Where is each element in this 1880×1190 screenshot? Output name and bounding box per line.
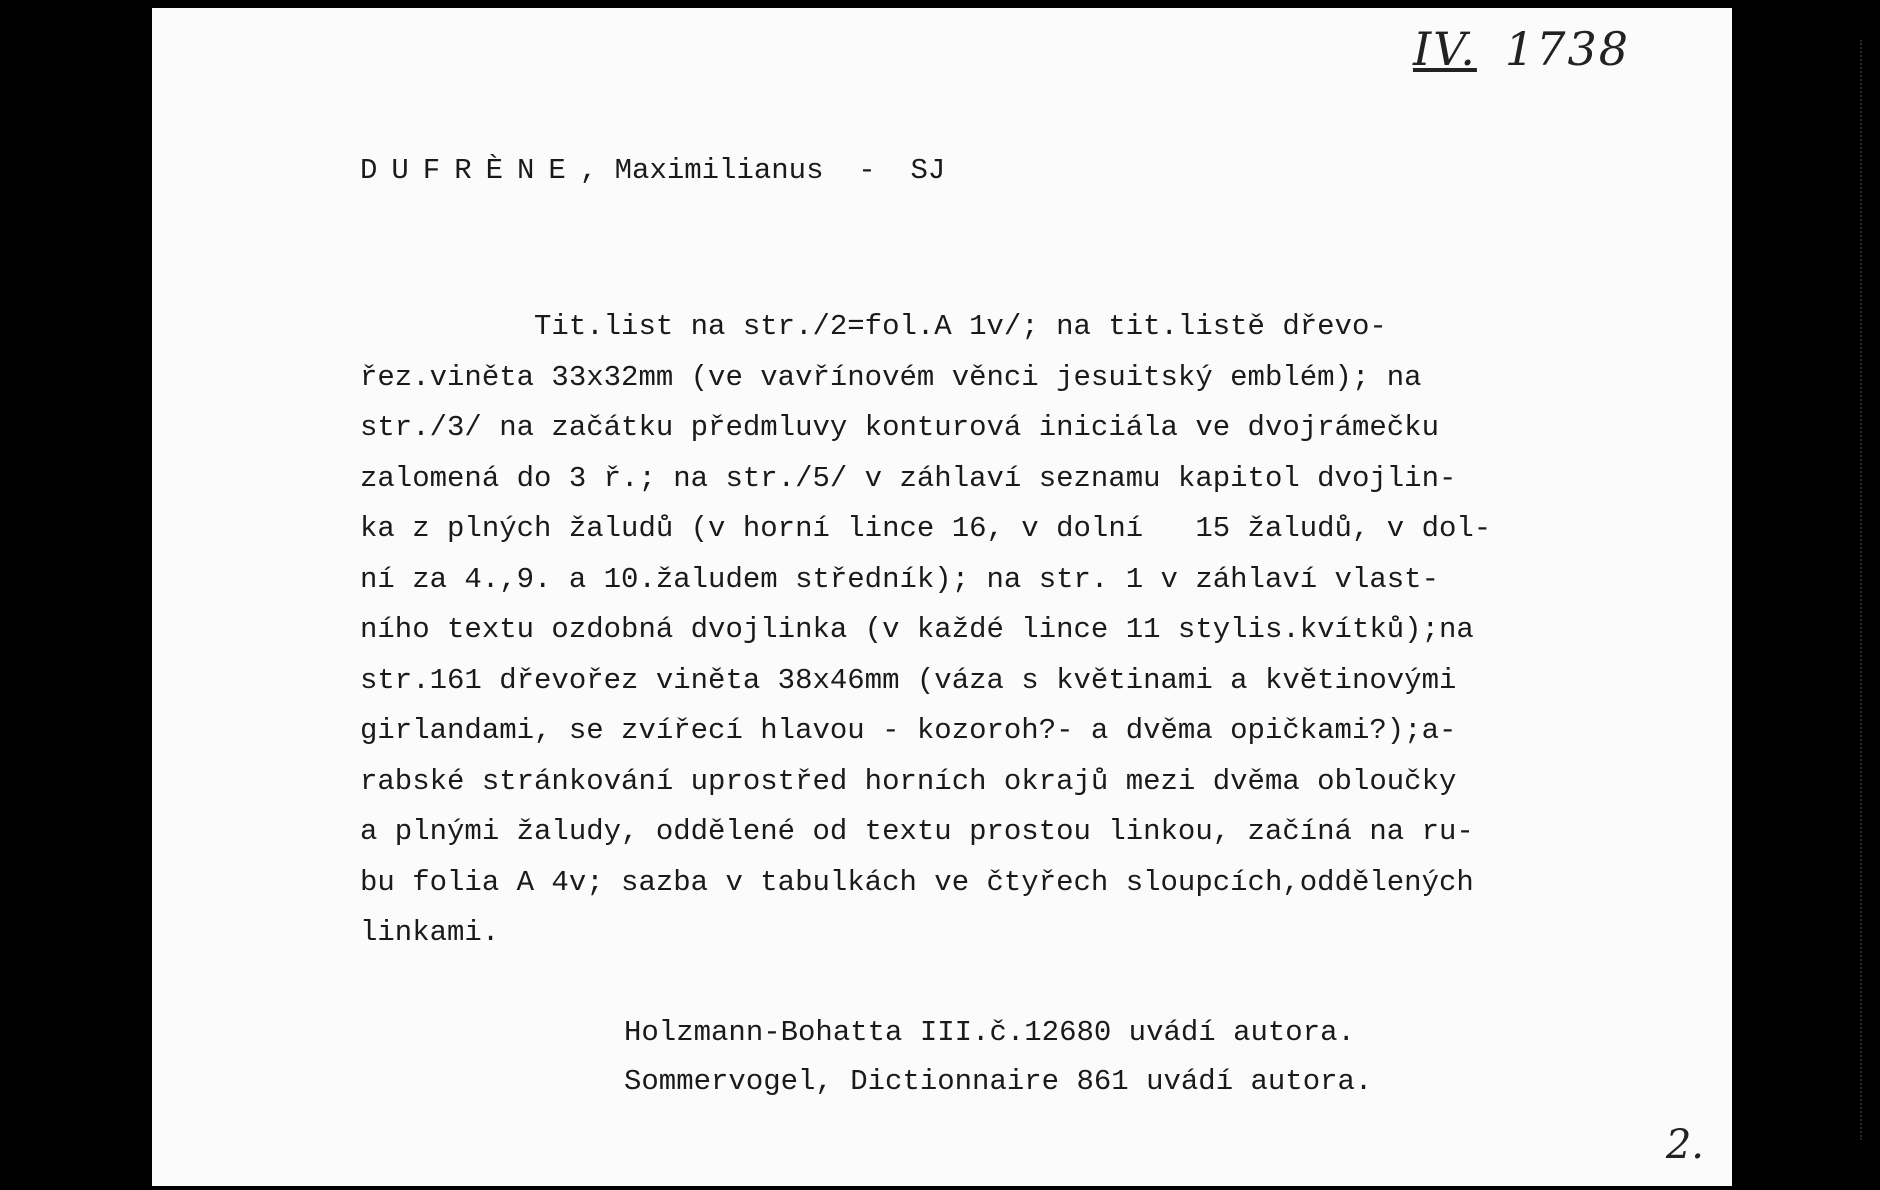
text-line: a plnými žaludy, oddělené od textu prostou linkou, začíná na ru- bbox=[360, 815, 1474, 848]
references bbox=[624, 1008, 1372, 1106]
reference-line: Holzmann-Bohatta III.č.12680 uvádí autora. bbox=[624, 1016, 1355, 1049]
text-line: bu folia A 4v; sazba v tabulkách ve čtyřech sloupcích,oddělených bbox=[360, 865, 1474, 899]
author-forename: , Maximilianus - SJ bbox=[579, 154, 946, 187]
text-line: ního textu ozdobná dvojlinka (v každé lince 11 stylis.kvítků);na bbox=[360, 613, 1474, 646]
text-line: str./3/ na začátku předmluvy konturová iniciála ve dvojrámečku bbox=[360, 411, 1439, 444]
page-number: 2. bbox=[1665, 1122, 1704, 1168]
card-heading bbox=[360, 154, 945, 187]
text-line: linkami. bbox=[360, 916, 500, 949]
description-text bbox=[360, 302, 1491, 959]
author-surname: DUFRÈNE bbox=[360, 154, 580, 187]
text-line: girlandami, se zvířecí hlavou - kozoroh?- a dvěma opičkami?);a- bbox=[360, 714, 1457, 747]
text-line: rabské stránkování uprostřed horních okrajů mezi dvěma obloučky bbox=[360, 764, 1457, 798]
text-line: ní za 4.,9. a 10.žaludem středník); na str. 1 v záhlaví vlast- bbox=[360, 562, 1439, 596]
shelfmark bbox=[1413, 22, 1630, 76]
scan-edge-marks bbox=[1860, 40, 1866, 1140]
text-line: str.161 dřevořez viněta 38x46mm (váza s květinami a květinovými bbox=[360, 663, 1457, 697]
text-line: zalomená do 3 ř.; na str./5/ v záhlaví seznamu kapitol dvojlin- bbox=[360, 461, 1457, 495]
text-line: Tit.list na str./2=fol.A 1v/; na tit.listě dřevo- bbox=[360, 310, 1387, 343]
shelfmark-roman: IV. bbox=[1412, 22, 1477, 76]
text-line: ka z plných žaludů (v horní lince 16, v dolní 15 žaludů, v dol- bbox=[360, 512, 1492, 545]
catalog-card bbox=[152, 8, 1732, 1186]
reference-line: Sommervogel, Dictionnaire 861 uvádí autora. bbox=[624, 1065, 1373, 1098]
shelfmark-number: 1738 bbox=[1504, 22, 1630, 76]
text-line: řez.viněta 33x32mm (ve vavřínovém věnci jesuitský emblém); na bbox=[360, 360, 1422, 394]
